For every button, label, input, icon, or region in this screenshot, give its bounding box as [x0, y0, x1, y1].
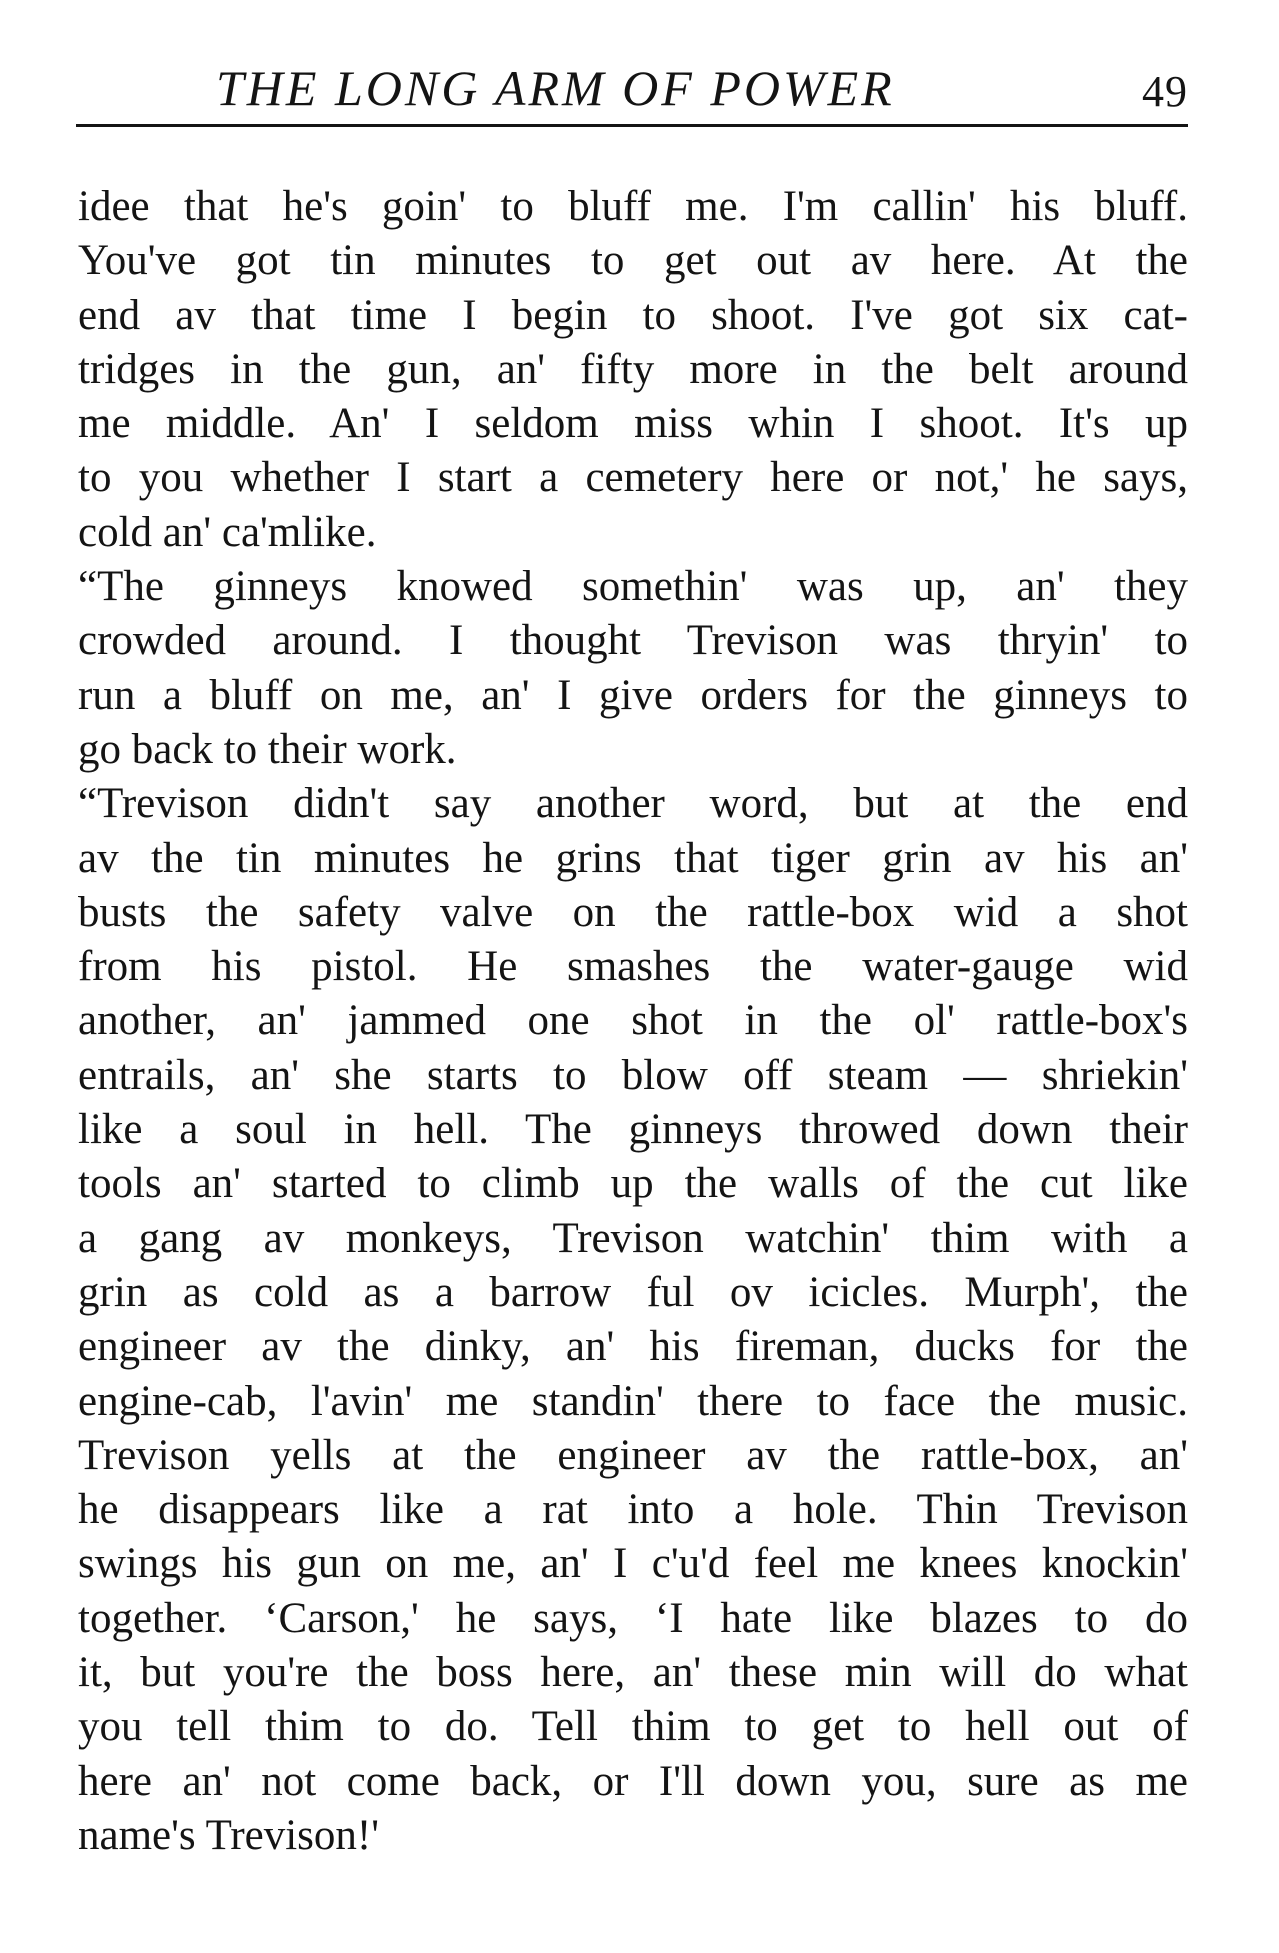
text-line: you tell thim to do. Tell thim to get to hell out of — [78, 1703, 1188, 1751]
text-line: another, an' jammed one shot in the ol' rattle-box's — [78, 997, 1188, 1045]
text-line: busts the safety valve on the rattle-box wid a shot — [78, 888, 1188, 936]
text-line: You've got tin minutes to get out av here. At the — [78, 237, 1188, 285]
text-line: it, but you're the boss here, an' these min will do what — [78, 1649, 1188, 1697]
text-line: from his pistol. He smashes the water-gauge wid — [78, 943, 1188, 991]
text-line: like a soul in hell. The ginneys throwed down their — [78, 1106, 1188, 1154]
text-line: cold an' ca'mlike. — [78, 508, 377, 556]
text-line: me middle. An' I seldom miss whin I shoot. It's up — [78, 400, 1188, 448]
text-line: to you whether I start a cemetery here or not,' he says, — [78, 454, 1188, 502]
text-line: entrails, an' she starts to blow off steam — shriekin' — [78, 1051, 1188, 1099]
text-line: end av that time I begin to shoot. I've got six cat- — [78, 291, 1188, 339]
text-line: together. ‘Carson,' he says, ‘I hate like blazes to do — [78, 1594, 1188, 1642]
text-line: a gang av monkeys, Trevison watchin' thim with a — [78, 1214, 1188, 1262]
text-line: run a bluff on me, an' I give orders for the ginneys to — [78, 671, 1188, 719]
text-line: tridges in the gun, an' fifty more in the belt around — [78, 345, 1188, 393]
text-line: he disappears like a rat into a hole. Thin Trevison — [78, 1486, 1188, 1534]
text-line: engineer av the dinky, an' his fireman, ducks for the — [78, 1323, 1188, 1371]
text-line: grin as cold as a barrow ful ov icicles. Murph', the — [78, 1268, 1188, 1316]
text-line: go back to their work. — [78, 725, 457, 773]
text-line: Trevison yells at the engineer av the rattle-box, an' — [78, 1431, 1188, 1479]
text-line: “Trevison didn't say another word, but at the end — [78, 780, 1188, 828]
text-line: idee that he's goin' to bluff me. I'm callin' his bluff. — [78, 183, 1188, 230]
text-line: name's Trevison!' — [78, 1811, 379, 1859]
body-text — [78, 180, 1188, 1863]
text-line: “The ginneys knowed somethin' was up, an' they — [78, 563, 1188, 611]
text-line: av the tin minutes he grins that tiger grin av his an' — [78, 834, 1188, 882]
text-line: engine-cab, l'avin' me standin' there to face the music. — [78, 1377, 1188, 1425]
header-rule — [76, 124, 1188, 127]
running-head — [76, 58, 1188, 118]
text-line: swings his gun on me, an' I c'u'd feel me knees knockin' — [78, 1540, 1188, 1588]
text-line: tools an' started to climb up the walls of the cut like — [78, 1160, 1188, 1208]
running-title: THE LONG ARM OF POWER — [216, 60, 895, 116]
page-number: 49 — [1142, 67, 1188, 116]
text-line: crowded around. I thought Trevison was thryin' to — [78, 617, 1188, 665]
text-line: here an' not come back, or I'll down you, sure as me — [78, 1757, 1188, 1805]
